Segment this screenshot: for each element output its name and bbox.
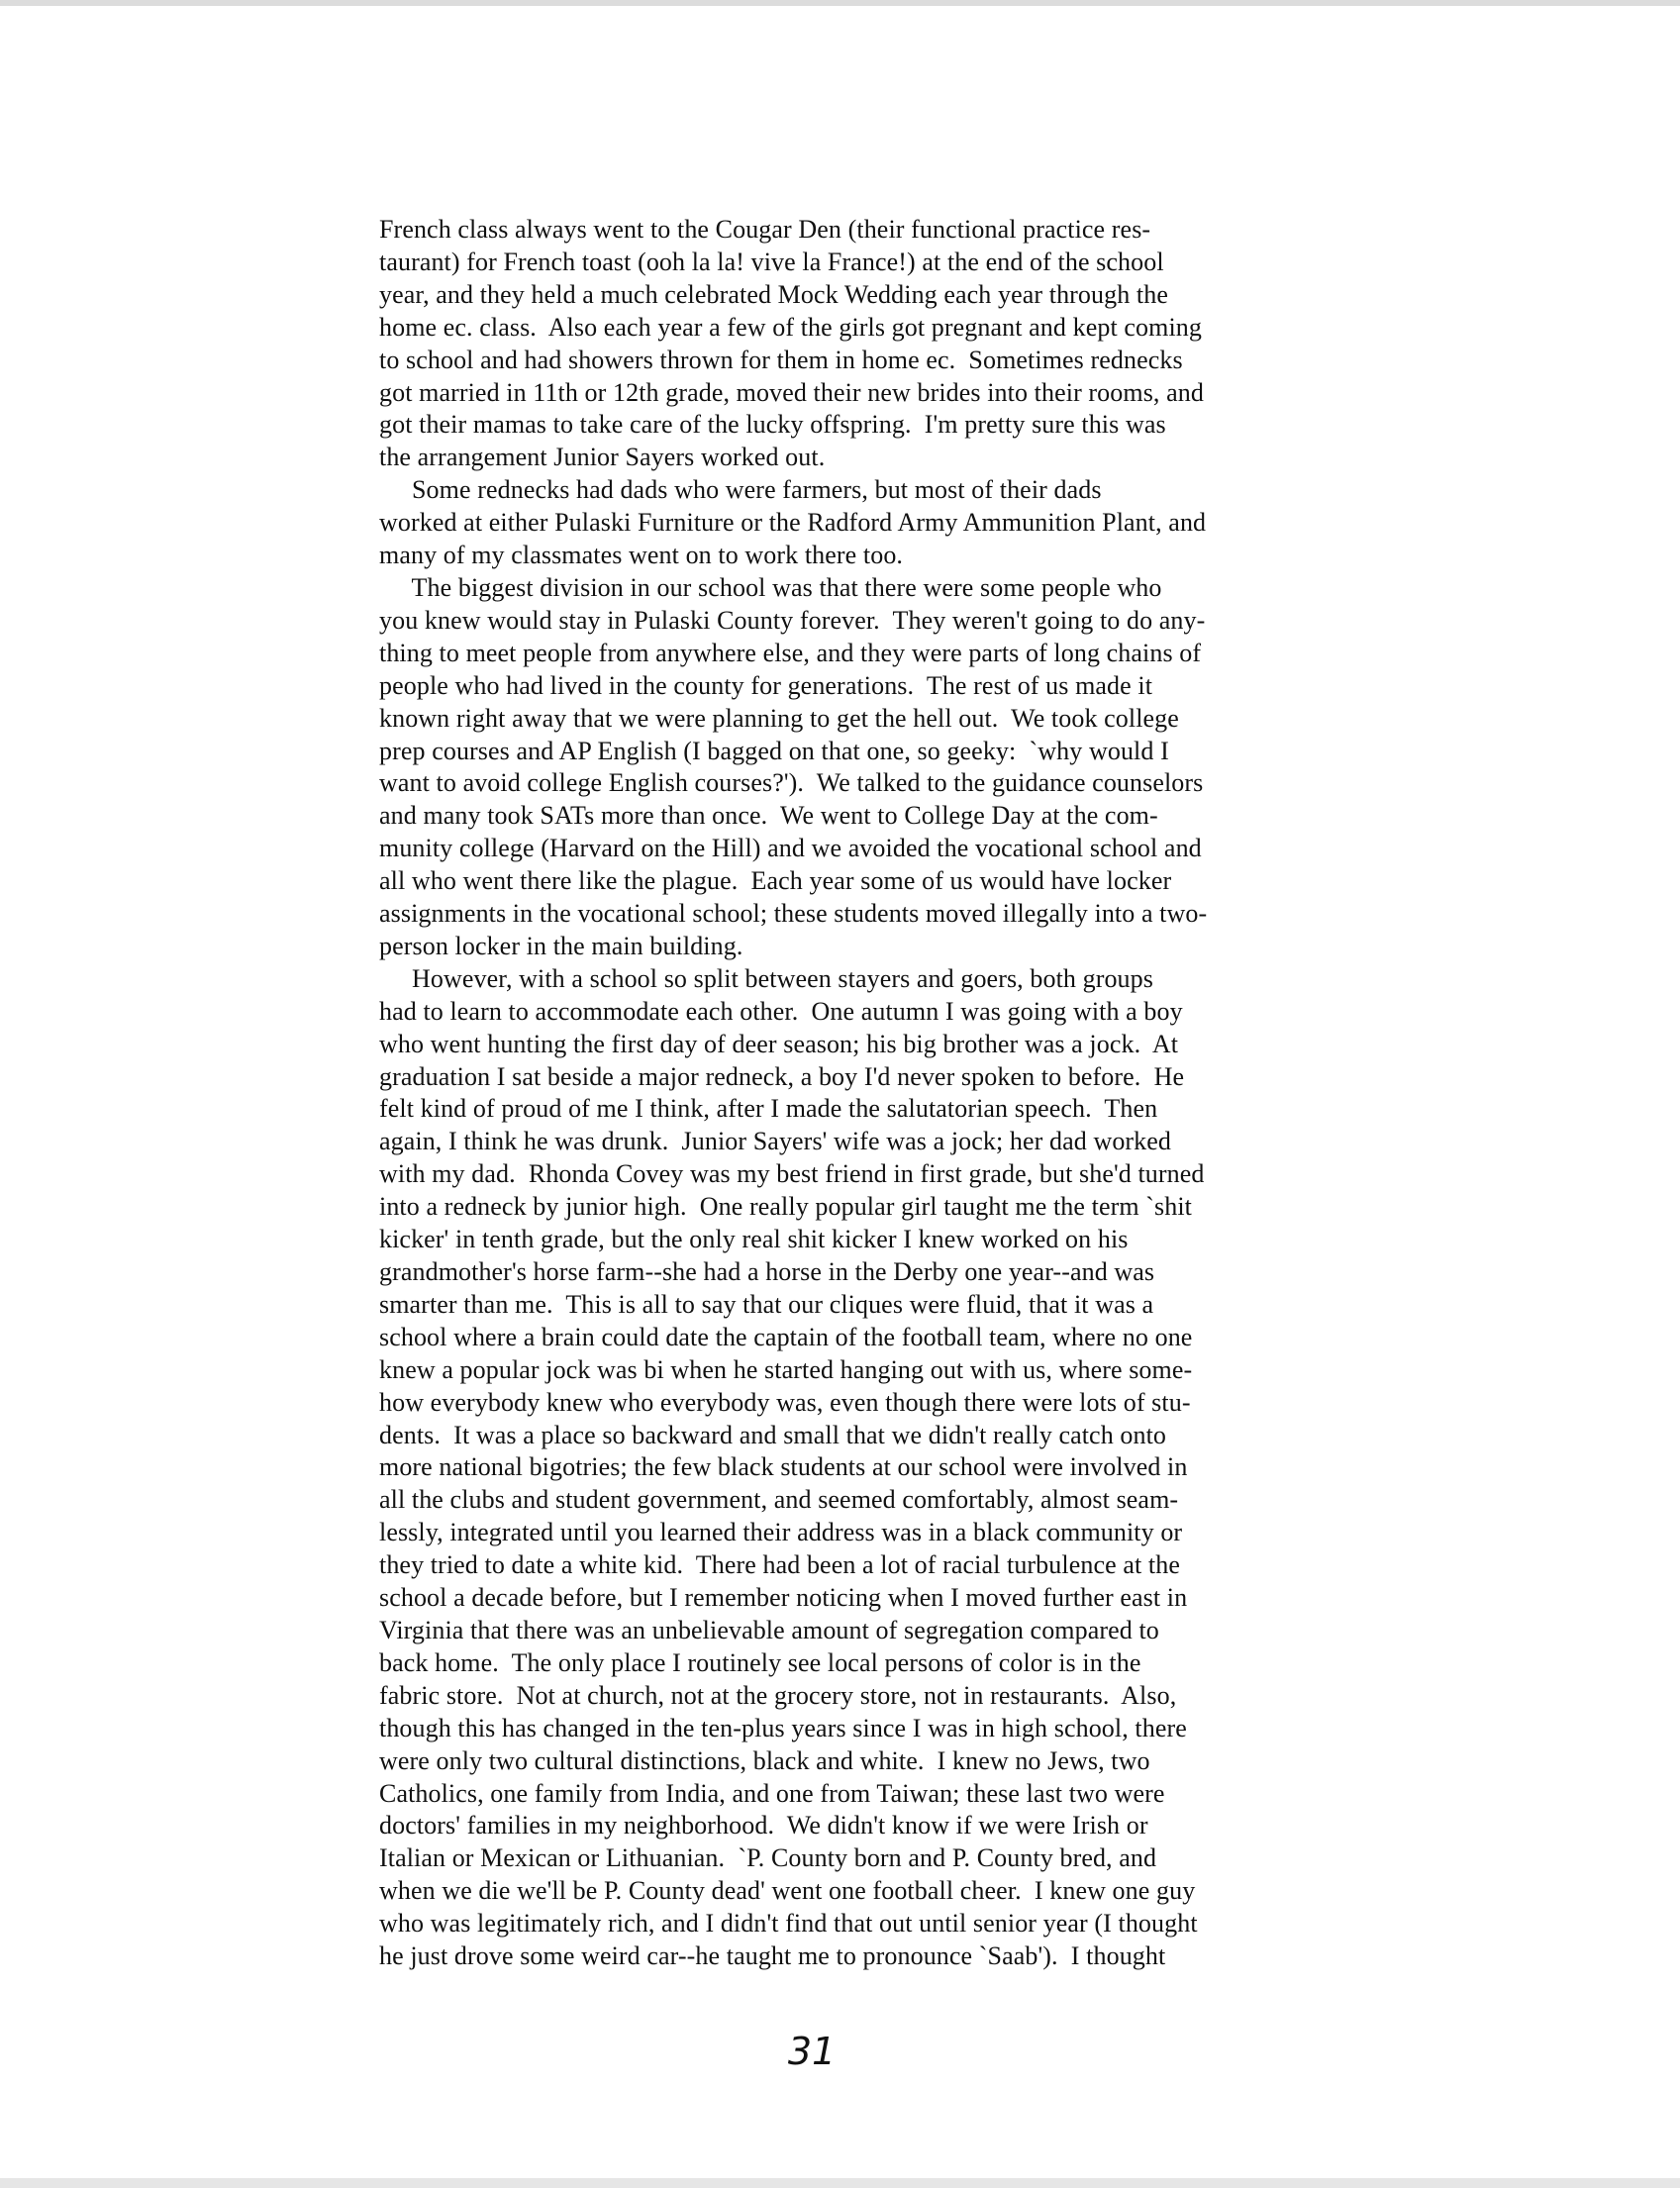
scan-edge-bottom	[0, 2178, 1680, 2188]
page-number: 31	[787, 2030, 837, 2073]
body-text: French class always went to the Cougar Den (their functional practice res- taurant) for French toast (ooh la la! vive la France!) at the end of the school year, and they held a much celebrated Mock Wedding each year through the home ec. class. Also each year a few of the girls got pregnant and kept coming to school and had showers thrown for them in home ec. Sometimes rednecks got married in 11th or 12th grade, moved their new brides into their rooms, and got their mamas to take care of the lucky offspring. I'm pretty sure this was the arrangement Junior Sayers worked out. Some rednecks had dads who were farmers, but most of their dads worked at either Pulaski Furniture or the Radford Army Ammunition Plant, and many of my classmates went on to work there too. The biggest division in our school was that there were some people who you knew would stay in Pulaski County forever. They weren't going to do any- thing to meet people from anywhere else, and they were parts of long chains of people who had lived in the county for generations. The rest of us made it known right away that we were planning to get the hell out. We took college prep courses and AP English (I bagged on that one, so geeky: `why would I want to avoid college English courses?'). We talked to the guidance counselors and many took SATs more than once. We went to College Day at the com- munity college (Harvard on the Hill) and we avoided the vocational school and all who went there like the plague. Each year some of us would have locker assignments in the vocational school; these students moved illegally into a two- person locker in the main building. However, with a school so split between stayers and goers, both groups had to learn to accommodate each other. One autumn I was going with a boy who went hunting the first day of deer season; his big brother was a jock. At graduation I sat beside a major redneck, a boy I'd never spoken to before. He felt kind of proud of me I think, after I made the salutatorian speech. Then again, I think he was drunk. Junior Sayers' wife was a jock; her dad worked with my dad. Rhonda Covey was my best friend in first grade, but she'd turned into a redneck by junior high. One really popular girl taught me the term `shit kicker' in tenth grade, but the only real shit kicker I knew worked on his grandmother's horse farm--she had a horse in the Derby one year--and was smarter than me. This is all to say that our cliques were fluid, that it was a school where a brain could date the captain of the football team, where no one knew a popular jock was bi when he started hanging out with us, where some- how everybody knew who everybody was, even though there were lots of stu- dents. It was a place so backward and small that we didn't really catch onto more national bigotries; the few black students at our school were involved in all the clubs and student government, and seemed comfortably, almost seam- lessly, integrated until you learned their address was in a black community or they tried to date a white kid. There had been a lot of racial turbulence at the school a decade before, but I remember noticing when I moved further east in Virginia that there was an unbelievable amount of segregation compared to back home. The only place I routinely see local persons of color is in the fabric store. Not at church, not at the grocery store, not in restaurants. Also, though this has changed in the ten-plus years since I was in high school, there were only two cultural distinctions, black and white. I knew no Jews, two Catholics, one family from India, and one from Taiwan; these last two were doctors' families in my neighborhood. We didn't know if we were Irish or Italian or Mexican or Lithuanian. `P. County born and P. County bred, and when we die we'll be P. County dead' went one football cheer. I knew one guy who was legitimately rich, and I didn't find that out until senior year (I thought he just drove some weird car--he taught me to pronounce `Saab'). I thought	[379, 215, 1208, 1971]
scan-edge-top	[0, 0, 1680, 6]
